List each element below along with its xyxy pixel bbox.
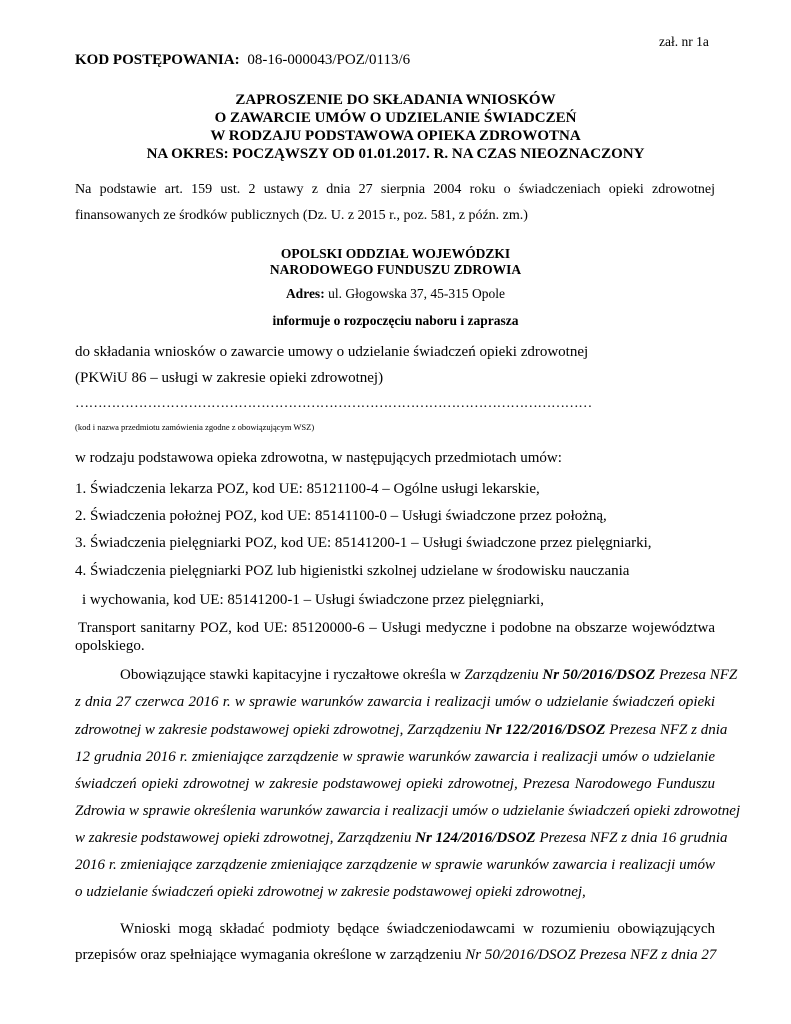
rates-line-3 xyxy=(75,722,728,739)
issuer-line-2: NARODOWEGO FUNDUSZU ZDROWIA xyxy=(269,262,522,277)
title-line-2: O ZAWARCIE UMÓW O UDZIELANIE ŚWIADCZEŃ xyxy=(214,110,577,126)
procedure-code-label: KOD POSTĘPOWANIA: xyxy=(75,52,240,68)
rates-line-7-tail: Prezesa NFZ z dnia 16 grudnia xyxy=(535,830,728,846)
rates-line-3-tail: Prezesa NFZ z dnia xyxy=(605,722,728,738)
invitation-line-2: (PKWiU 86 – usługi w zakresie opieki zdrowotnej) xyxy=(75,370,384,386)
issuer-announcement: informuje o rozpoczęciu naboru i zaprasza xyxy=(272,313,519,328)
subject-item-2: 2. Świadczenia położnej POZ, kod UE: 85141100-0 – Usługi świadczone przez położną, xyxy=(75,508,607,524)
dotted-placeholder-note: (kod i nazwa przedmiotu zamówienia zgodne z obowiązującym WSZ) xyxy=(75,422,315,432)
rates-line-5: świadczeń opieki zdrowotnej w zakresie podstawowej opieki zdrowotnej, Prezesa Narodowego Funduszu xyxy=(75,776,715,792)
issuer-line-1: OPOLSKI ODDZIAŁ WOJEWÓDZKI xyxy=(280,246,511,261)
address-value: ul. Głogowska 37, 45-315 Opole xyxy=(328,286,506,301)
address-label: Adres: xyxy=(285,286,325,301)
legal-basis-line-2: finansowanych ze środków publicznych (Dz. U. z 2015 r., poz. 581, z późn. zm.) xyxy=(75,208,528,223)
rates-line-1-text: Obowiązujące stawki kapitacyjne i ryczałtowe określa w xyxy=(120,667,465,683)
procedure-code xyxy=(75,52,410,69)
rates-line-1-tail: Prezesa NFZ xyxy=(655,667,738,683)
regulation-number-124: Nr 124/2016/DSOZ xyxy=(415,830,536,846)
issuer-address xyxy=(0,286,791,302)
rates-line-8: 2016 r. zmieniające zarządzenie zmieniające zarządzenie w sprawie warunków zawarcia i realizacji umów xyxy=(75,857,715,873)
title-line-3: W RODZAJU PODSTAWOWA OPIEKA ZDROWOTNA xyxy=(210,128,581,144)
applicants-line-2 xyxy=(75,947,715,964)
invitation-line-1: do składania wniosków o zawarcie umowy o udzielanie świadczeń opieki zdrowotnej xyxy=(75,344,589,360)
dotted-placeholder: …………………………………………………………………………………………………… xyxy=(75,396,592,411)
title-line-1: ZAPROSZENIE DO SKŁADANIA WNIOSKÓW xyxy=(235,92,556,108)
rates-line-3-text: zdrowotnej w zakresie podstawowej opieki zdrowotnej, Zarządzeniu xyxy=(75,722,486,738)
attachment-number: zał. nr 1a xyxy=(659,34,709,49)
title-line-4: NA OKRES: POCZĄWSZY OD 01.01.2017. R. NA CZAS NIEOZNACZONY xyxy=(146,146,645,162)
rates-line-7 xyxy=(75,830,728,847)
rates-line-6: Zdrowia w sprawie określenia warunków zawarcia i realizacji umów o udzielanie świadczeń opieki zdrowotnej xyxy=(75,803,741,819)
regulation-number-122: Nr 122/2016/DSOZ xyxy=(485,722,606,738)
rates-line-1-italic: Zarządzeniu xyxy=(464,667,543,683)
subject-item-3: 3. Świadczenia pielęgniarki POZ, kod UE: 85141200-1 – Usługi świadczone przez pielęgniarki, xyxy=(75,535,652,551)
procedure-code-value: 08-16-000043/POZ/0113/6 xyxy=(247,52,411,68)
subject-item-5-line-2: opolskiego. xyxy=(75,638,145,654)
subject-item-4-line-1: 4. Świadczenia pielęgniarki POZ lub higienistki szkolnej udzielane w środowisku nauczania xyxy=(75,563,630,579)
legal-basis-line-1: Na podstawie art. 159 ust. 2 ustawy z dnia 27 sierpnia 2004 roku o świadczeniach opieki zdrowotnej xyxy=(75,182,715,197)
rates-line-7-text: w zakresie podstawowej opieki zdrowotnej, Zarządzeniu xyxy=(75,830,416,846)
subject-item-1: 1. Świadczenia lekarza POZ, kod UE: 85121100-4 – Ogólne usługi lekarskie, xyxy=(75,481,540,497)
applicants-line-2-italic: Nr 50/2016/DSOZ Prezesa NFZ z dnia 27 xyxy=(465,947,717,963)
rates-line-4: 12 grudnia 2016 r. zmieniające zarządzenie w sprawie warunków zawarcia i realizacji umów o udzielanie xyxy=(75,749,715,765)
regulation-number-50: Nr 50/2016/DSOZ xyxy=(542,667,656,683)
subject-item-5-line-1: Transport sanitarny POZ, kod UE: 85120000-6 – Usługi medyczne i podobne na obszarze województwa xyxy=(78,620,715,636)
rates-line-1 xyxy=(120,667,738,684)
subjects-intro: w rodzaju podstawowa opieka zdrowotna, w następujących przedmiotach umów: xyxy=(75,450,562,466)
applicants-line-1: Wnioski mogą składać podmioty będące świadczeniodawcami w rozumieniu obowiązujących xyxy=(120,921,715,937)
rates-line-2: z dnia 27 czerwca 2016 r. w sprawie warunków zawarcia i realizacji umów o udzielanie świadczeń opieki xyxy=(75,694,715,710)
rates-line-9: o udzielanie świadczeń opieki zdrowotnej w zakresie podstawowej opieki zdrowotnej, xyxy=(75,884,586,900)
applicants-line-2-text: przepisów oraz spełniające wymagania określone w zarządzeniu xyxy=(75,947,466,963)
subject-item-4-line-2: i wychowania, kod UE: 85141200-1 – Usługi świadczone przez pielęgniarki, xyxy=(82,592,544,608)
